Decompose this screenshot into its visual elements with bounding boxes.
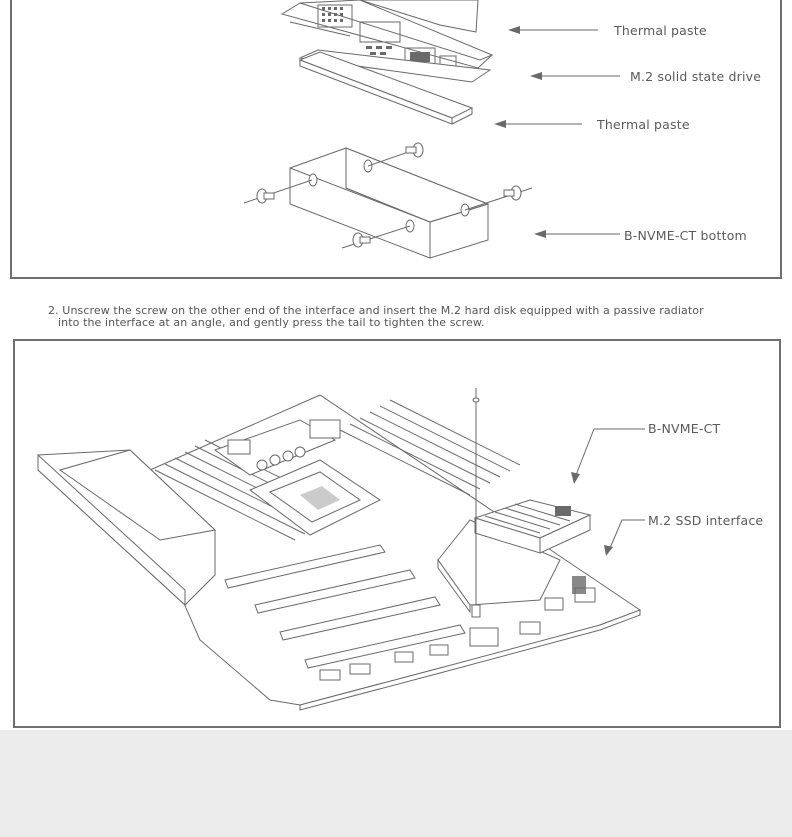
label-heatsink: B-NVME-CT [648, 421, 721, 436]
label-bottom-bracket: B-NVME-CT bottom [624, 228, 747, 243]
step-2-line-1: 2. Unscrew the screw on the other end of the interface and insert the M.2 hard disk equipped with a passive radiator [48, 304, 704, 317]
label-thermal-paste-top: Thermal paste [614, 23, 707, 38]
motherboard-outline [150, 395, 640, 710]
label-thermal-paste-bottom: Thermal paste [597, 117, 690, 132]
label-m2-drive: M.2 solid state drive [630, 69, 762, 84]
label-m2-interface: M.2 SSD interface [648, 513, 764, 528]
m2-interface-slot [572, 576, 586, 594]
step-2-line-2: into the interface at an angle, and gently press the tail to tighten the screw. [58, 316, 485, 329]
page-footer-band [0, 730, 792, 837]
callout-arrows-bottom [571, 429, 645, 556]
